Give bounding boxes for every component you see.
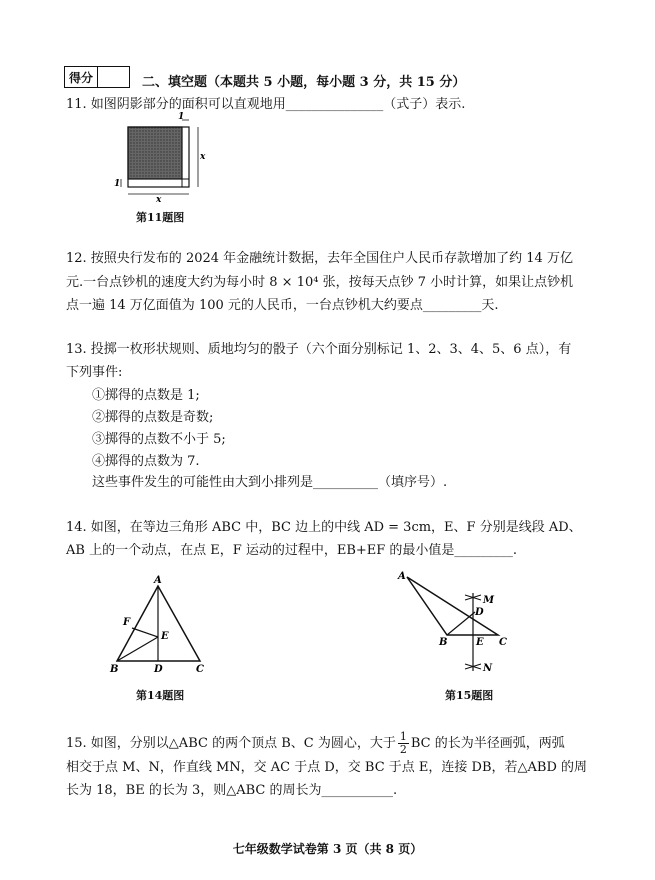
q15-label-n: N: [483, 663, 493, 674]
q14-label-e: E: [161, 631, 169, 642]
q15-line1: [66, 731, 565, 756]
q15-line1-b: BC 的长为半径画弧，两弧: [410, 735, 565, 751]
q15-frac-den: 2: [399, 743, 407, 756]
q15-label-b: B: [439, 637, 448, 648]
q11-label-top: 1: [178, 112, 185, 122]
q12-line2: 元.一台点钞机的速度大约为每小时 8 × 10⁴ 张，按每天点钞 7 小时计算，如果让点钞机: [66, 275, 574, 290]
score-label: 得分: [65, 67, 98, 87]
q14-segment-fe: [132, 628, 158, 637]
q13-line1: 13. 投掷一枚形状规则、质地均匀的骰子（六个面分别标记 1、2、3、4、5、6 点），有: [66, 342, 572, 357]
q15-triangle-abc: [407, 577, 498, 635]
q14-caption: 第14题图: [136, 689, 185, 702]
section-title: 二、填空题（本题共 5 小题，每小题 3 分，共 15 分）: [142, 75, 466, 90]
q11-caption: 第11题图: [136, 211, 185, 224]
q15-frac-num: 1: [399, 730, 407, 743]
q13-item-1: ①掷得的点数是 1;: [92, 388, 200, 403]
q13-item-3: ③掷得的点数不小于 5;: [92, 432, 226, 447]
q15-label-m: M: [483, 595, 495, 606]
q14-label-a: A: [154, 575, 162, 586]
score-box: [64, 66, 130, 88]
q13-line-end: 这些事件发生的可能性由大到小排列是__________（填序号）.: [92, 475, 448, 490]
q11-text: 11. 如图阴影部分的面积可以直观地用_______________（式子）表示.: [66, 97, 466, 112]
q12-line1: 12. 按照央行发布的 2024 年金融统计数据，去年全国住户人民币存款增加了约 14 万亿: [66, 251, 573, 266]
q11-label-left: 1: [114, 179, 121, 189]
page-footer: 七年级数学试卷第 3 页（共 8 页）: [232, 842, 423, 856]
q13-line2: 下列事件:: [66, 365, 123, 380]
q13-item-2: ②掷得的点数是奇数;: [92, 410, 214, 425]
q14-line2: AB 上的一个动点，在点 E，F 运动的过程中，EB+EF 的最小值是_________.: [66, 543, 518, 558]
q15-line3: 长为 18，BE 的长为 3，则△ABC 的周长为___________.: [66, 783, 398, 798]
q15-caption: 第15题图: [445, 689, 494, 702]
q15-fraction: [398, 731, 409, 756]
score-blank[interactable]: [98, 67, 129, 87]
q15-label-c: C: [499, 637, 507, 648]
q14-label-f: F: [123, 617, 131, 628]
q14-figure: [105, 575, 215, 677]
q11-label-side: x: [200, 152, 206, 162]
q11-label-bottom: x: [156, 195, 162, 204]
q14-label-b: B: [110, 664, 119, 675]
q15-label-d: D: [475, 607, 484, 618]
q15-line1-a: 15. 如图，分别以△ABC 的两个顶点 B、C 为圆心，大于: [66, 735, 396, 751]
q15-label-a: A: [398, 571, 406, 582]
q15-figure: [395, 565, 520, 680]
q15-label-e: E: [476, 637, 484, 648]
q14-line1: 14. 如图，在等边三角形 ABC 中，BC 边上的中线 AD = 3cm，E、F 分别是线段 AD、: [66, 520, 582, 535]
q14-label-c: C: [196, 664, 204, 675]
q13-item-4: ④掷得的点数为 7.: [92, 454, 200, 469]
q14-label-d: D: [154, 664, 163, 675]
q11-figure: [112, 112, 208, 204]
q12-line3: 点一遍 14 万亿面值为 100 元的人民币，一台点钞机大约要点_________天.: [66, 298, 499, 313]
q15-line2: 相交于点 M、N，作直线 MN，交 AC 于点 D，交 BC 于点 E，连接 DB，若△ABD 的周: [66, 760, 588, 775]
q11-shaded-square: [128, 127, 182, 179]
q15-segment-db: [447, 612, 475, 635]
